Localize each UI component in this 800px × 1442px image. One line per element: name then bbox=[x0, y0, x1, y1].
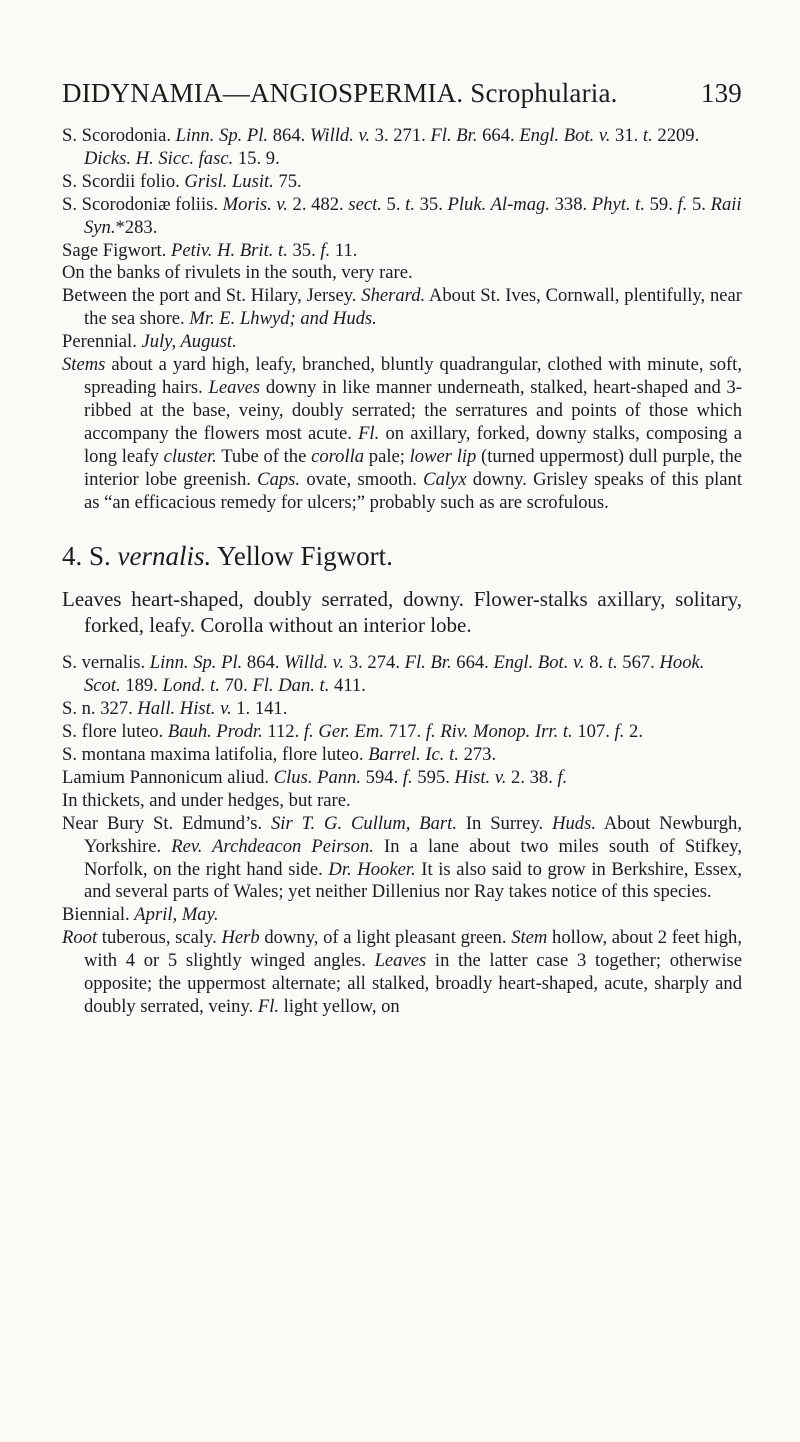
text-run: 594. bbox=[361, 766, 403, 788]
scorodonia-notes bbox=[62, 262, 742, 514]
text-run: 2. 482. bbox=[287, 193, 349, 215]
italic-run: Leaves bbox=[374, 950, 427, 972]
text-paragraph bbox=[62, 744, 742, 767]
text-run: S. vernalis. bbox=[62, 652, 150, 674]
text-run: 338. bbox=[549, 193, 592, 215]
text-run: (turned uppermost) dull purple, the interior lobe greenish. bbox=[84, 445, 743, 490]
text-paragraph bbox=[62, 331, 742, 354]
text-run: Perennial. bbox=[62, 331, 142, 353]
italic-run: Barrel. Ic. t. bbox=[368, 744, 459, 766]
italic-run: Fl. Br. bbox=[430, 125, 478, 146]
italic-run: f. bbox=[557, 766, 568, 788]
text-run: 2209. bbox=[652, 125, 700, 146]
text-run: 31. bbox=[610, 125, 643, 146]
italic-run: Fl. Dan. t. bbox=[252, 675, 330, 697]
italic-run: Calyx bbox=[423, 468, 467, 490]
text-paragraph bbox=[62, 262, 742, 285]
text-run: downy in like manner underneath, stalked, heart-shaped and 3-ribbed at the base, veiny, doubly serrated; the serratures and points of those which accompany the flowers most acute. bbox=[84, 376, 742, 444]
text-run: ovate, smooth. bbox=[300, 468, 424, 490]
text-run: 189. bbox=[120, 675, 163, 697]
text-run: S. Scorodoniæ foliis. bbox=[62, 193, 223, 215]
italic-run: f. bbox=[320, 239, 331, 261]
text-run: 2. 38. bbox=[506, 766, 558, 788]
italic-run: Huds. bbox=[552, 812, 596, 834]
italic-run: Leaves bbox=[208, 376, 261, 398]
italic-run: Willd. v. bbox=[284, 652, 345, 674]
italic-run: Linn. Sp. Pl. bbox=[175, 125, 269, 146]
text-run: 8. bbox=[584, 652, 608, 674]
italic-run: Lond. t. bbox=[162, 675, 220, 697]
text-run: S. n. 327. bbox=[62, 698, 138, 720]
text-run: 70. bbox=[219, 675, 253, 697]
italic-run: lower lip bbox=[409, 445, 477, 467]
scorodonia-synonyms bbox=[62, 125, 742, 262]
text-paragraph bbox=[62, 354, 742, 514]
text-run: pale; bbox=[364, 445, 410, 467]
text-run: 5. bbox=[687, 193, 711, 215]
text-run: On the banks of rivulets in the south, very rare. bbox=[62, 262, 413, 284]
text-run: 595. bbox=[412, 766, 455, 788]
text-run: in the latter case 3 together; otherwise opposite; the uppermost alternate; all stalked, broadly heart-shaped, acute, sharply and doubly serrated, veiny. bbox=[84, 950, 743, 1017]
text-run: 112. bbox=[262, 721, 304, 743]
text-run: 1. 141. bbox=[231, 698, 288, 720]
italic-run: Pluk. Al-mag. bbox=[447, 193, 550, 215]
italic-run: Clus. Pann. bbox=[273, 766, 362, 788]
text-run: It is also said to grow in Berkshire, Essex, and several parts of Wales; yet neither Dillenius nor Ray takes notice of this species. bbox=[84, 858, 743, 903]
italic-run: f. bbox=[425, 721, 436, 743]
text-run: 864. bbox=[242, 652, 285, 674]
text-run: 664. bbox=[477, 125, 520, 146]
vernalis-notes bbox=[62, 790, 742, 1019]
text-paragraph bbox=[62, 194, 742, 240]
text-run: 5. bbox=[381, 193, 406, 215]
page-number: 139 bbox=[700, 78, 742, 108]
italic-run: f. bbox=[614, 721, 625, 743]
text-run: In a lane about two miles south of Stifkey, Norfolk, on the right hand side. bbox=[84, 835, 743, 880]
italic-run: Fl. Br. bbox=[404, 652, 452, 674]
running-header bbox=[62, 78, 742, 109]
text-paragraph bbox=[62, 904, 742, 927]
italic-run: Dicks. H. Sicc. fasc. bbox=[84, 147, 234, 169]
italic-run: Hall. Hist. v. bbox=[137, 698, 232, 720]
italic-run: Linn. Sp. Pl. bbox=[149, 652, 243, 674]
italic-run: Raii Syn. bbox=[84, 193, 742, 238]
italic-run: Herb bbox=[221, 927, 260, 949]
text-run: 717. bbox=[383, 721, 426, 743]
text-run: 664. bbox=[451, 652, 494, 674]
text-run: *283. bbox=[115, 216, 158, 238]
italic-run: Dr. Hooker. bbox=[328, 858, 416, 880]
italic-run: Fl. bbox=[358, 422, 380, 444]
italic-run: f. bbox=[402, 766, 413, 788]
text-run: Yellow Figwort. bbox=[211, 541, 393, 572]
text-run: 59. bbox=[644, 193, 678, 215]
italic-run: sect. bbox=[348, 193, 382, 215]
italic-run: Bauh. Prodr. bbox=[167, 721, 263, 743]
text-run: 864. bbox=[268, 125, 310, 146]
italic-run: t. bbox=[642, 125, 653, 146]
italic-run: Willd. v. bbox=[309, 125, 371, 146]
text-run: 3. 274. bbox=[344, 652, 405, 674]
text-run: 107. bbox=[572, 721, 615, 743]
text-run: downy, of a light pleasant green. bbox=[259, 927, 512, 949]
text-run: S. flore luteo. bbox=[62, 721, 168, 743]
italic-run: t. bbox=[607, 652, 618, 674]
italic-run: f. bbox=[303, 721, 314, 743]
italic-run: Caps. bbox=[257, 468, 301, 490]
text-run: 567. bbox=[617, 652, 660, 674]
italic-run: Engl. Bot. v. bbox=[519, 125, 611, 146]
running-title: DIDYNAMIA—ANGIOSPERMIA. Scrophularia. bbox=[62, 78, 618, 108]
text-paragraph bbox=[62, 652, 742, 698]
text-run: downy. Grisley speaks of this plant as “an efficacious remedy for ulcers;” probably such as are scrofulous. bbox=[84, 468, 743, 513]
text-run: S. montana maxima latifolia, flore luteo. bbox=[62, 744, 369, 766]
text-run: 273. bbox=[458, 744, 497, 766]
text-paragraph bbox=[62, 171, 742, 194]
text-run: tuberous, scaly. bbox=[97, 927, 222, 949]
italic-run: Sir T. G. Cullum, Bart. bbox=[271, 812, 457, 834]
text-run: About St. Ives, Cornwall, plentifully, near the sea shore. bbox=[84, 285, 742, 330]
text-paragraph bbox=[62, 721, 742, 744]
italic-run: Moris. v. bbox=[222, 193, 288, 215]
text-run: 2. bbox=[624, 721, 643, 743]
italic-run: Engl. Bot. v. bbox=[493, 652, 585, 674]
italic-run: Mr. E. Lhwyd; and Huds. bbox=[189, 308, 377, 330]
text-run: Tube of the bbox=[216, 445, 312, 467]
text-run: 411. bbox=[329, 675, 366, 697]
italic-run: vernalis. bbox=[117, 541, 212, 572]
italic-run: Fl. bbox=[257, 996, 280, 1017]
italic-run: Phyt. t. bbox=[591, 193, 645, 215]
text-run: on axillary, forked, downy stalks, composing a long leafy bbox=[84, 422, 742, 467]
text-run: Sage Figwort. bbox=[62, 239, 171, 261]
italic-run: July, August. bbox=[141, 331, 237, 353]
italic-run: Stems bbox=[62, 354, 106, 376]
italic-run: t. bbox=[405, 193, 415, 215]
text-run: S. Scordii folio. bbox=[62, 170, 185, 192]
species-diagnosis: Leaves heart-shaped, doubly serrated, downy. Flower-stalks axillary, solitary, forked, leafy. Corolla without an interior lobe. bbox=[62, 587, 742, 638]
italic-run: Hist. v. bbox=[454, 766, 507, 788]
text-paragraph bbox=[62, 125, 742, 171]
text-run: Near Bury St. Edmund’s. bbox=[62, 812, 271, 834]
italic-run: Rev. Archdeacon Peirson. bbox=[171, 835, 374, 857]
italic-run: cluster. bbox=[163, 445, 217, 467]
italic-run: Petiv. H. Brit. t. bbox=[170, 239, 288, 261]
italic-run: Stem bbox=[511, 927, 548, 949]
italic-run: Riv. Monop. Irr. t. bbox=[440, 721, 573, 743]
text-run: 4. S. bbox=[62, 541, 118, 572]
text-run: about a yard high, leafy, branched, bluntly quadrangular, clothed with minute, soft, spreading hairs. bbox=[84, 354, 742, 398]
italic-run: Grisl. Lusit. bbox=[184, 170, 274, 192]
text-paragraph bbox=[62, 240, 742, 263]
text-run: S. Scorodonia. bbox=[62, 125, 176, 146]
text-run: 35. bbox=[414, 193, 448, 215]
text-run: 3. 271. bbox=[370, 125, 431, 146]
italic-run: Sherard. bbox=[361, 285, 426, 307]
italic-run: April, May. bbox=[134, 904, 219, 926]
italic-run: Ger. Em. bbox=[318, 721, 384, 743]
text-run: In Surrey. bbox=[456, 812, 553, 834]
text-run: Lamium Pannonicum aliud. bbox=[62, 766, 274, 788]
vernalis-synonyms bbox=[62, 652, 742, 789]
text-run: In thickets, and under hedges, but rare. bbox=[62, 789, 351, 811]
italic-run: Root bbox=[62, 927, 98, 949]
italic-run: f. bbox=[677, 193, 688, 215]
species-heading-vernalis bbox=[62, 540, 742, 572]
text-paragraph bbox=[62, 790, 742, 813]
text-run: light yellow, on bbox=[279, 996, 400, 1017]
italic-run: corolla bbox=[311, 445, 365, 467]
text-run: 11. bbox=[330, 239, 358, 261]
text-paragraph bbox=[62, 698, 742, 721]
text-run: Biennial. bbox=[62, 904, 135, 926]
text-run: 75. bbox=[273, 170, 302, 192]
text-paragraph bbox=[62, 813, 742, 905]
text-run: 15. 9. bbox=[233, 147, 280, 169]
text-run: Between the port and St. Hilary, Jersey. bbox=[62, 285, 362, 307]
text-run: About Newburgh, Yorkshire. bbox=[84, 812, 742, 857]
text-paragraph bbox=[62, 767, 742, 790]
text-run: 35. bbox=[287, 239, 321, 261]
text-paragraph bbox=[62, 927, 742, 1019]
text-run: hollow, about 2 feet high, with 4 or 5 slightly winged angles. bbox=[84, 927, 742, 972]
italic-run: Hook. Scot. bbox=[84, 652, 705, 697]
text-paragraph bbox=[62, 285, 742, 331]
book-page bbox=[62, 78, 742, 1019]
